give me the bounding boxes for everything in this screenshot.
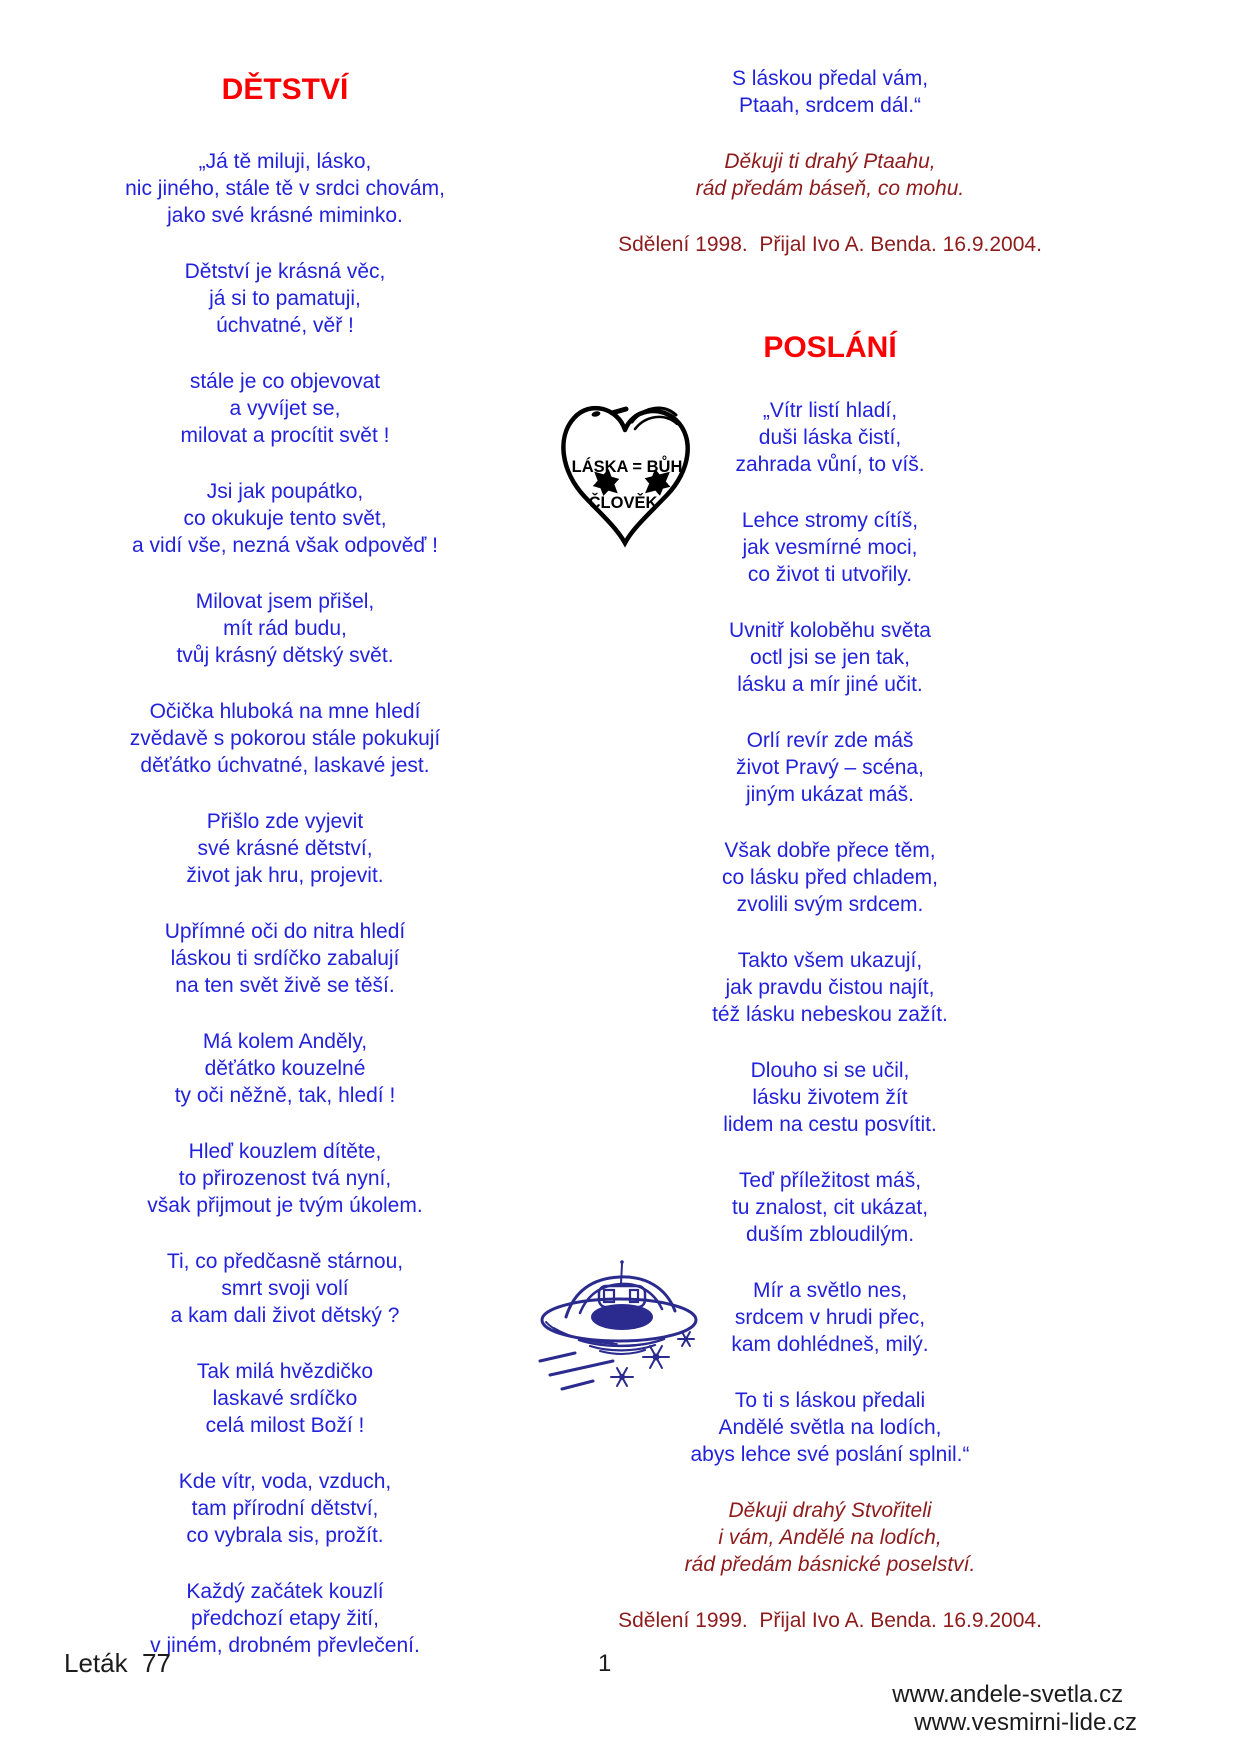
heart-equation-label: LÁSKA = BŮH [571, 458, 683, 476]
leaflet-number: Leták 77 [64, 1648, 171, 1678]
website-vesmirni-lide: www.vesmirni-lide.cz [914, 1709, 1137, 1736]
poem-line: srdcem v hrudi přec, [734, 1306, 926, 1329]
poem-line: S láskou předal vám, [731, 67, 929, 90]
poem-line: abys lehce své poslání splnil.“ [690, 1443, 970, 1466]
poem-line: a kam dali život dětský ? [170, 1304, 400, 1327]
footer-websites [879, 1653, 1137, 1737]
stanza [570, 617, 1090, 698]
stanza [55, 148, 515, 229]
poem-line: Děkuji ti drahý Ptaahu, [724, 150, 936, 173]
poem-line: tvůj krásný dětský svět. [176, 644, 394, 667]
heart-arrows [599, 476, 665, 489]
poem-line: co okukuje tento svět, [183, 507, 387, 530]
poem-line: Očička hluboká na mne hledí [149, 700, 421, 723]
poem-line: Mír a světlo nes, [752, 1279, 908, 1302]
poem-line: Jsi jak poupátko, [206, 480, 364, 503]
poem-line: co lásku před chladem, [722, 866, 938, 889]
detstvi-stanzas [55, 148, 515, 1659]
heart-person-label: ČLOVĚK [588, 494, 658, 512]
poem-line: Tak milá hvězdičko [196, 1360, 374, 1383]
detstvi-title: DĚTSTVÍ [221, 73, 349, 106]
poem-line: zahrada vůní, to víš. [735, 453, 925, 476]
poem-line: kam dohlédneš, milý. [731, 1333, 929, 1356]
stanza [570, 1167, 1090, 1248]
poem-line: zvědavě s pokorou stále pokukují [129, 727, 441, 750]
poem-line: Dlouho si se učil, [750, 1059, 910, 1082]
page-number: 1 [598, 1650, 612, 1677]
poem-line: tu znalost, cit ukázat, [731, 1196, 929, 1219]
poem-line: též lásku nebeskou zažít. [712, 1003, 948, 1026]
poem-line: rád předám básnické poselství. [684, 1553, 976, 1576]
stanza [55, 698, 515, 779]
poem-line: co vybrala sis, prožít. [186, 1524, 384, 1547]
poem-line: Děkuji drahý Stvořiteli [728, 1499, 932, 1522]
poem-line: děťátko úchvatné, laskavé jest. [140, 754, 430, 777]
poem-line: jako své krásné miminko. [167, 204, 403, 227]
poem-line: co život ti utvořily. [747, 563, 913, 586]
poem-line: To ti s láskou předali [734, 1389, 926, 1412]
poem-line: jiným ukázat máš. [745, 783, 915, 806]
poem-line: Má kolem Anděly, [202, 1030, 368, 1053]
ufo-sketch [533, 1250, 705, 1402]
poem-line: Ti, co předčasně stárnou, [166, 1250, 404, 1273]
stanza [55, 918, 515, 999]
poem-line: Lehce stromy cítíš, [741, 509, 919, 532]
poem-line: laskavé srdíčko [212, 1387, 358, 1410]
poem-line: Kde vítr, voda, vzduch, [178, 1470, 392, 1493]
poem-line: život Pravý – scéna, [736, 756, 924, 779]
poem-line: octl jsi se jen tak, [750, 646, 910, 669]
dedication-1998 [570, 148, 1090, 202]
poem-line: Milovat jsem přišel, [195, 590, 375, 613]
poem-line: děťátko kouzelné [204, 1057, 366, 1080]
stanza [55, 258, 515, 339]
note-1998: Sdělení 1998. Přijal Ivo A. Benda. 16.9.2004. [618, 233, 1042, 256]
poem-line: tam přírodní dětství, [191, 1497, 379, 1520]
intro-stanza [570, 65, 1090, 119]
poem-line: Každý začátek kouzlí [186, 1580, 384, 1603]
poem-line: to přirozenost tvá nyní, [178, 1167, 392, 1190]
stanza [55, 478, 515, 559]
poem-line: „Vítr listí hladí, [762, 399, 898, 422]
poem-line: lásku životem žít [752, 1086, 908, 1109]
poem-line: jak pravdu čistou najít, [725, 976, 935, 999]
left-poem-column [55, 72, 515, 1688]
poem-line: i vám, Andělé na lodích, [718, 1526, 942, 1549]
stanza [55, 1578, 515, 1659]
stanza [570, 1057, 1090, 1138]
poem-line: Upřímné oči do nitra hledí [164, 920, 406, 943]
poem-line: jak vesmírné moci, [742, 536, 918, 559]
stanza [55, 368, 515, 449]
poem-line: Orlí revír zde máš [746, 729, 914, 752]
poem-line: Uvnitř koloběhu světa [729, 619, 931, 642]
poem-line: „Já tě miluji, lásko, [198, 150, 372, 173]
poem-line: a vyvíjet se, [229, 397, 341, 420]
poem-line: láskou ti srdíčko zabalují [170, 947, 400, 970]
poem-line: předchozí etapy žití, [191, 1607, 379, 1630]
poem-line: mít rád budu, [223, 617, 347, 640]
website-andele-svetla: www.andele-svetla.cz [892, 1681, 1124, 1708]
poem-line: život jak hru, projevit. [186, 864, 384, 887]
poem-line: Takto všem ukazují, [737, 949, 923, 972]
poem-line: ty oči něžně, tak, hledí ! [174, 1084, 396, 1107]
poem-line: lásku a mír jiné učit. [737, 673, 923, 696]
poem-line: já si to pamatuji, [209, 287, 361, 310]
poem-line: na ten svět živě se těší. [175, 974, 395, 997]
stanza [55, 1358, 515, 1439]
poem-line: duším zbloudilým. [745, 1223, 915, 1246]
stanza [55, 1028, 515, 1109]
stanza [55, 1138, 515, 1219]
poem-line: Ptaah, srdcem dál.“ [738, 94, 922, 117]
poem-line: celá milost Boží ! [205, 1414, 365, 1437]
stanza [55, 808, 515, 889]
note-1999: Sdělení 1999. Přijal Ivo A. Benda. 16.9.2004. [618, 1609, 1042, 1632]
poem-line: úchvatné, věř ! [216, 314, 354, 337]
poem-line: a vidí vše, nezná však odpověď ! [132, 534, 438, 557]
heart-diagram [549, 393, 701, 551]
poem-line: Hleď kouzlem dítěte, [188, 1140, 382, 1163]
poslani-title: POSLÁNÍ [763, 331, 897, 364]
poem-line: rád předám báseň, co mohu. [695, 177, 965, 200]
stanza [570, 947, 1090, 1028]
poem-line: stále je co objevovat [189, 370, 381, 393]
stanza [55, 1248, 515, 1329]
poem-line: lidem na cestu posvítit. [723, 1113, 937, 1136]
stanza [55, 588, 515, 669]
dedication-1999 [570, 1497, 1090, 1578]
poem-line: Teď příležitost máš, [738, 1169, 922, 1192]
stanza [570, 727, 1090, 808]
poem-line: v jiném, drobném převlečení. [150, 1634, 420, 1657]
poem-line: Však dobře přece těm, [724, 839, 936, 862]
poem-line: smrt svoji volí [221, 1277, 349, 1300]
stanza [570, 837, 1090, 918]
poem-line: však přijmout je tvým úkolem. [147, 1194, 423, 1217]
poem-line: Přišlo zde vyjevit [206, 810, 364, 833]
poem-line: Dětství je krásná věc, [184, 260, 386, 283]
stanza [55, 1468, 515, 1549]
poem-line: duši láska čistí, [758, 426, 902, 449]
poem-line: své krásné dětství, [197, 837, 373, 860]
poem-line: Andělé světla na lodích, [718, 1416, 942, 1439]
poem-line: milovat a procítit svět ! [180, 424, 390, 447]
poem-line: zvolili svým srdcem. [736, 893, 924, 916]
poem-line: nic jiného, stále tě v srdci chovám, [125, 177, 445, 200]
